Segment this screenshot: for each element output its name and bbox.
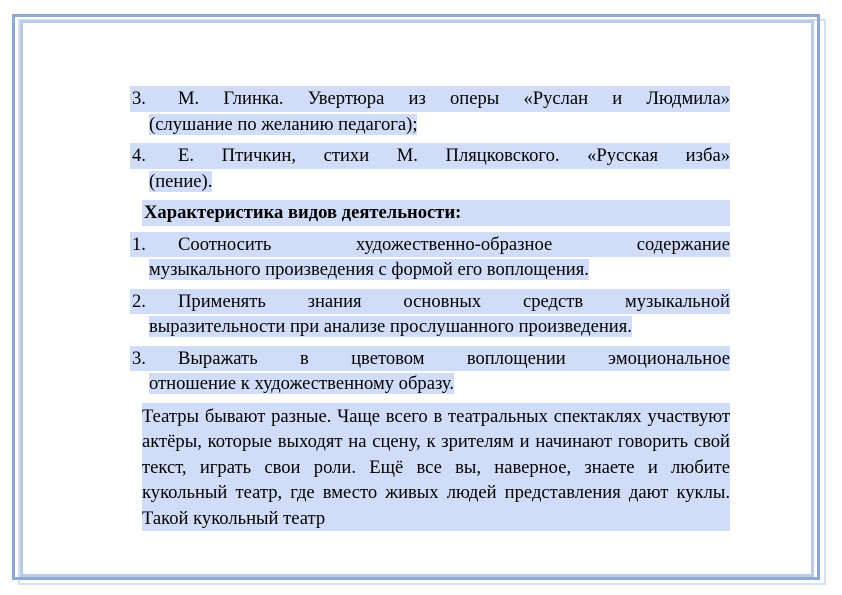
list-number: 3. (132, 346, 146, 372)
list-item (130, 232, 730, 283)
section-heading: Характеристика видов деятельности: (142, 200, 730, 226)
body-paragraph: Театры бывают разные. Чаще всего в театральных спектаклях участвуют актёры, которые выходят на сцену, к зрителям и начинают говорить свой текст, играть свои роли. Ещё все вы, наверное, знаете и любите кукольный театр, где вместо живых людей представления дают куклы. Такой кукольный театр (142, 403, 730, 532)
list-number: 4. (132, 143, 146, 169)
list-item-line: Е. Птичкин, стихи М. Пляцковского. «Русская изба» (130, 143, 730, 169)
list-item-continuation: музыкального произведения с формой его воплощения. (149, 259, 589, 280)
list-item-line: Соотносить художественно-образное содержание (130, 232, 730, 258)
list-item-continuation: (пение). (149, 170, 213, 192)
list-item (130, 289, 730, 340)
list-item-line: Выражать в цветовом воплощении эмоциональное (130, 346, 730, 372)
list-item-continuation: (слушание по желанию педагога); (149, 113, 418, 135)
list-item (130, 346, 730, 397)
list-item (130, 86, 730, 137)
list-item-continuation: выразительности при анализе прослушанного произведения. (149, 316, 632, 337)
list-number: 1. (132, 232, 146, 258)
list-item-continuation: отношение к художественному образу. (149, 373, 455, 394)
list-number: 3. (132, 86, 146, 112)
list-number: 2. (132, 289, 146, 315)
list-item (130, 143, 730, 194)
list-item-line: Применять знания основных средств музыкальной (130, 289, 730, 315)
slide-content (130, 86, 730, 531)
list-item-line: М. Глинка. Увертюра из оперы «Руслан и Людмила» (130, 86, 730, 112)
